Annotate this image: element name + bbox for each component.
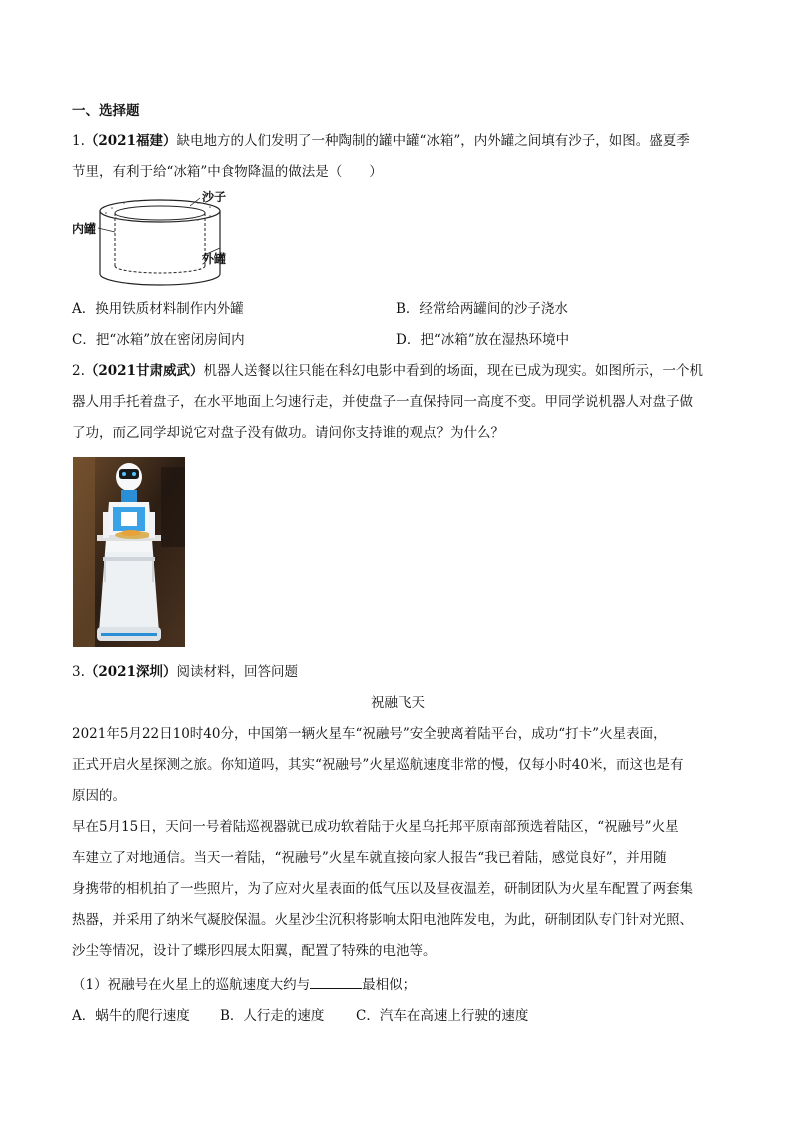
q3-p2-line1: 早在5月15日，天问一号着陆巡视器就已成功软着陆于火星乌托邦平原南部预选着陆区，“祝融号”火星: [72, 819, 679, 835]
q1-text-1: 缺电地方的人们发明了一种陶制的罐中罐“冰箱”，内外罐之间填有沙子，如图。盛夏季: [176, 133, 690, 149]
q1-option-d: D．把“冰箱”放在湿热环境中: [396, 332, 570, 348]
section-heading: 一、选择题: [72, 103, 140, 119]
q1-source: （2021福建）: [84, 133, 177, 149]
q1-line1: [72, 131, 690, 151]
label-sand: 沙子: [202, 190, 227, 204]
q3-sub1-suffix: 最相似；: [362, 977, 417, 993]
robot-photo: [73, 457, 185, 647]
q3-p1-line2: 正式开启火星探测之旅。你知道吗，其实“祝融号”火星巡航速度非常的慢，仅每小时40米，而这也是有: [72, 757, 684, 773]
q1-text-2: 节里，有利于给“冰箱”中食物降温的做法是（ ）: [72, 164, 383, 180]
q3-p1-line3: 原因的。: [72, 788, 126, 804]
q3-source: （2021深圳）: [84, 664, 177, 680]
q1-option-b: B．经常给两罐间的沙子浇水: [396, 301, 568, 317]
q2-text-3: 了功，而乙同学却说它对盘子没有做功。请问你支持谁的观点？为什么？: [72, 425, 504, 441]
q3-article-title: 祝融飞天: [371, 695, 425, 711]
q2-text-1: 机器人送餐以往只能在科幻电影中看到的场面，现在已成为现实。如图所示，一个机: [203, 363, 703, 379]
answer-blank[interactable]: [310, 974, 362, 989]
q3-p2-line3: 身携带的相机拍了一些照片，为了应对火星表面的低气压以及昼夜温差，研制团队为火星车配置了两套集: [72, 881, 693, 897]
q3-option-a: A．蜗牛的爬行速度: [72, 1008, 190, 1024]
q2-line1: [72, 361, 703, 381]
q3-intro: 阅读材料，回答问题: [176, 664, 298, 680]
q1-number: 1.: [72, 133, 85, 149]
q3-p1-line1: 2021年5月22日10时40分，中国第一辆火星车“祝融号”安全驶离着陆平台，成功“打卡”火星表面，: [72, 726, 667, 742]
label-inner-jar: 内罐: [72, 222, 97, 236]
label-outer-jar: 外罐: [202, 252, 227, 266]
q2-text-2: 器人用手托着盘子，在水平地面上匀速行走，并使盘子一直保持同一高度不变。甲同学说机器人对盘子做: [72, 394, 693, 410]
q3-number: 3.: [72, 664, 85, 680]
q3-option-b: B．人行走的速度: [220, 1008, 325, 1024]
q3-sub1-line: [72, 974, 416, 995]
q3-p2-line2: 车建立了对地通信。当天一着陆，“祝融号”火星车就直接向家人报告“我已着陆，感觉良好”，并用随: [72, 850, 667, 866]
q3-p2-line4: 热器，并采用了纳米气凝胶保温。火星沙尘沉积将影响太阳电池阵发电，为此，研制团队专门针对光照、: [72, 912, 693, 928]
q1-figure-jar: [72, 186, 232, 294]
q1-option-c: C．把“冰箱”放在密闭房间内: [72, 332, 245, 348]
q3-sub1-prefix: （1）祝融号在火星上的巡航速度大约与: [72, 977, 311, 993]
q3-line1: [72, 662, 298, 682]
q1-option-a: A．换用铁质材料制作内外罐: [72, 301, 244, 317]
waiter-robot-image: [73, 457, 185, 647]
q2-source: （2021甘肃威武）: [84, 363, 204, 379]
q3-p2-line5: 沙尘等情况，设计了蝶形四展太阳翼，配置了特殊的电池等。: [72, 943, 437, 959]
q3-option-c: C．汽车在高速上行驶的速度: [356, 1008, 529, 1024]
q2-number: 2.: [72, 363, 85, 379]
